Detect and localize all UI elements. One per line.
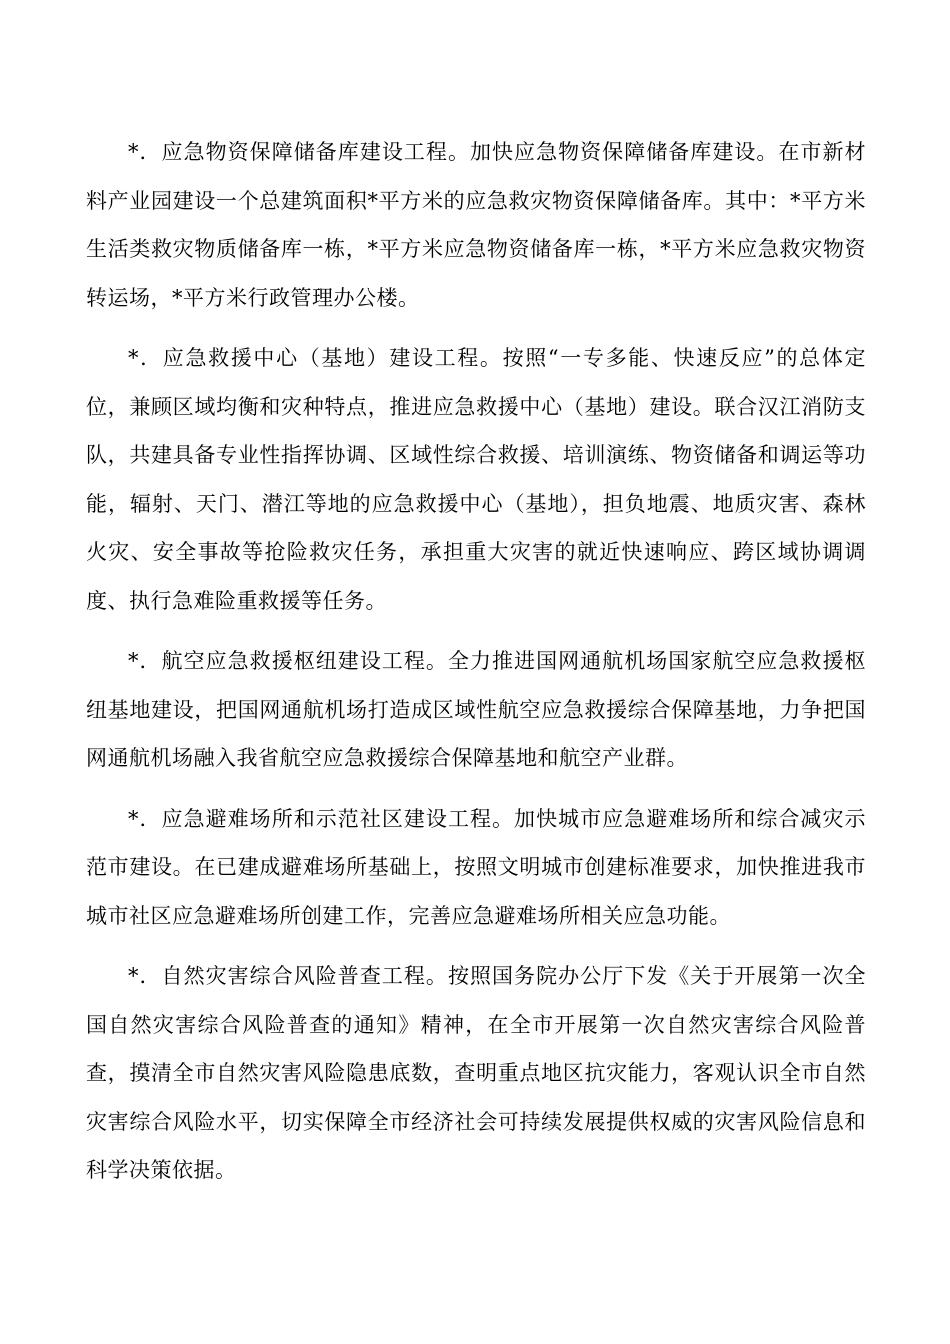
- paragraph-supply-reserve: *．应急物资保障储备库建设工程。加快应急物资保障储备库建设。在市新材料产业园建设一个总建筑面积*平方米的应急救灾物资保障储备库。其中：*平方米生活类救灾物质储备库一栋，*平方米应急物资储备库一栋，*平方米应急救灾物资转运场，*平方米行政管理办公楼。: [86, 140, 866, 310]
- paragraph-shelter-community: *．应急避难场所和示范社区建设工程。加快城市应急避难场所和综合减灾示范市建设。在已建成避难场所基础上，按照文明城市创建标准要求，加快推进我市城市社区应急避难场所创建工作，完善应急避难场所相关应急功能。: [86, 806, 866, 928]
- paragraph-rescue-center: *．应急救援中心（基地）建设工程。按照“一专多能、快速反应”的总体定位，兼顾区域均衡和灾种特点，推进应急救援中心（基地）建设。联合汉江消防支队，共建具备专业性指挥协调、区域性综合救援、培训演练、物资储备和调运等功能，辐射、天门、潜江等地的应急救援中心（基地），担负地震、地质灾害、森林火灾、安全事故等抢险救灾任务，承担重大灾害的就近快速响应、跨区域协调调度、执行急难险重救援等任务。: [86, 346, 866, 613]
- document-page: [86, 128, 866, 1207]
- paragraph-aviation-hub: *．航空应急救援枢纽建设工程。全力推进国网通航机场国家航空应急救援枢纽基地建设，把国网通航机场打造成区域性航空应急救援综合保障基地，力争把国网通航机场融入我省航空应急救援综合保障基地和航空产业群。: [86, 649, 866, 770]
- paragraph-risk-survey: *．自然灾害综合风险普查工程。按照国务院办公厅下发《关于开展第一次全国自然灾害综合风险普查的通知》精神，在全市开展第一次自然灾害综合风险普查，摸清全市自然灾害风险隐患底数，查明重点地区抗灾能力，客观认识全市自然灾害综合风险水平，切实保障全市经济社会可持续发展提供权威的灾害风险信息和科学决策依据。: [86, 964, 866, 1182]
